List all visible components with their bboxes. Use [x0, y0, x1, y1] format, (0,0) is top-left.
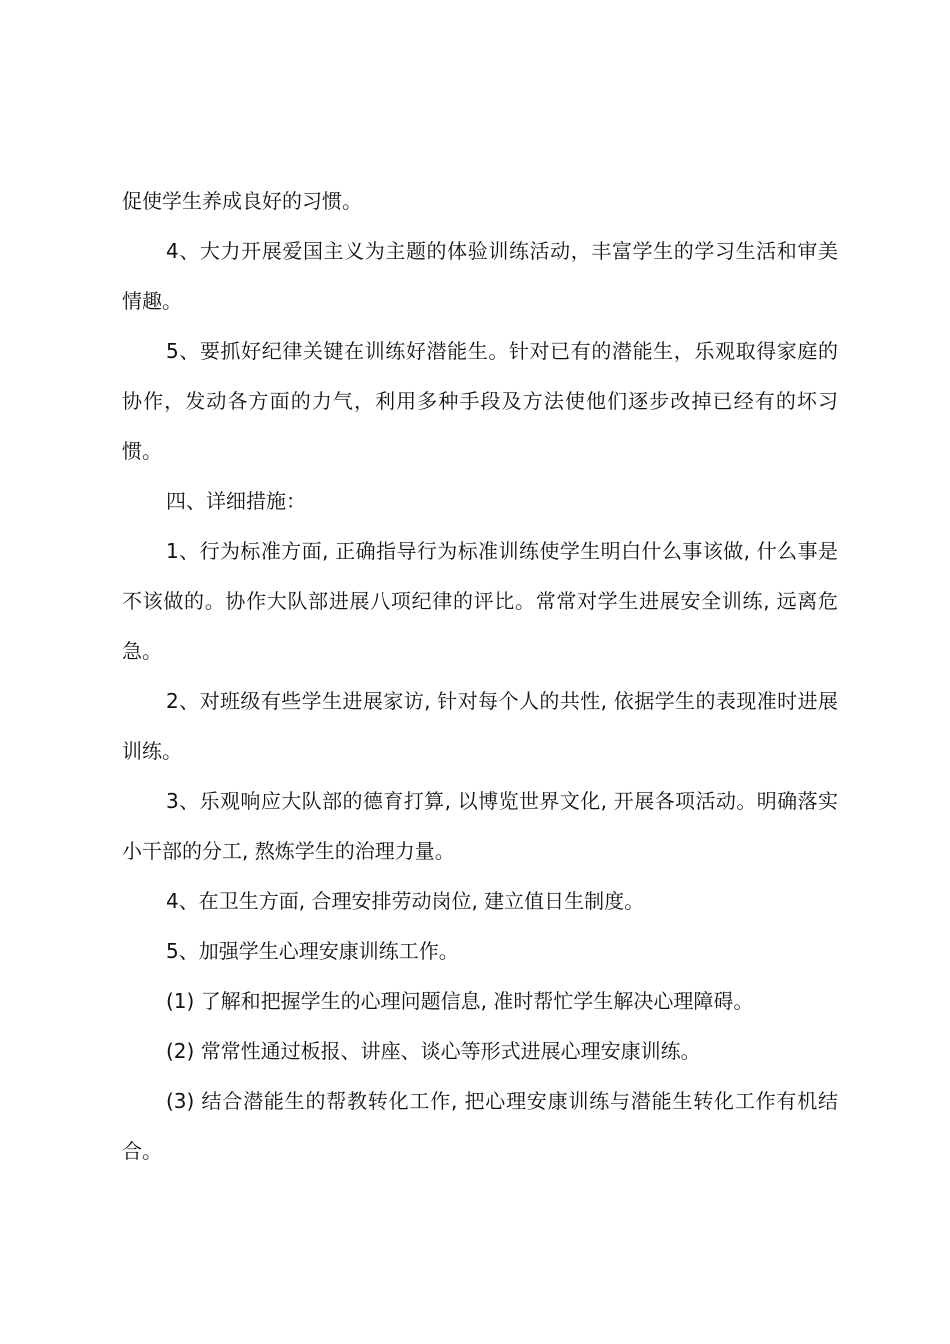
list-item: (3) 结合潜能生的帮教转化工作, 把心理安康训练与潜能生转化工作有机结合。	[122, 1089, 838, 1163]
list-item: (2) 常常性通过板报、讲座、谈心等形式进展心理安康训练。	[166, 1039, 701, 1063]
paragraph: 1、行为标准方面, 正确指导行为标准训练使学生明白什么事该做, 什么事是不该做的。协作大队部进展八项纪律的评比。常常对学生进展安全训练, 远离危急。	[122, 539, 838, 663]
document-body	[122, 176, 838, 1176]
paragraph: 5、加强学生心理安康训练工作。	[166, 939, 459, 963]
paragraph: 3、乐观响应大队部的德育打算, 以博览世界文化, 开展各项活动。明确落实小干部的分工, 熬炼学生的治理力量。	[122, 789, 838, 863]
paragraph: 4、大力开展爱国主义为主题的体验训练活动，丰富学生的学习生活和审美情趣。	[122, 239, 838, 313]
section-heading: 四、详细措施：	[166, 489, 306, 513]
list-item: (1) 了解和把握学生的心理问题信息, 准时帮忙学生解决心理障碍。	[166, 989, 754, 1013]
paragraph: 2、对班级有些学生进展家访, 针对每个人的共性, 依据学生的表现准时进展训练。	[122, 689, 838, 763]
paragraph: 促使学生养成良好的习惯。	[122, 189, 362, 213]
paragraph: 5、要抓好纪律关键在训练好潜能生。针对已有的潜能生，乐观取得家庭的协作，发动各方面的力气，利用多种手段及方法使他们逐步改掉已经有的坏习惯。	[122, 339, 838, 463]
paragraph: 4、在卫生方面, 合理安排劳动岗位, 建立值日生制度。	[166, 889, 645, 913]
